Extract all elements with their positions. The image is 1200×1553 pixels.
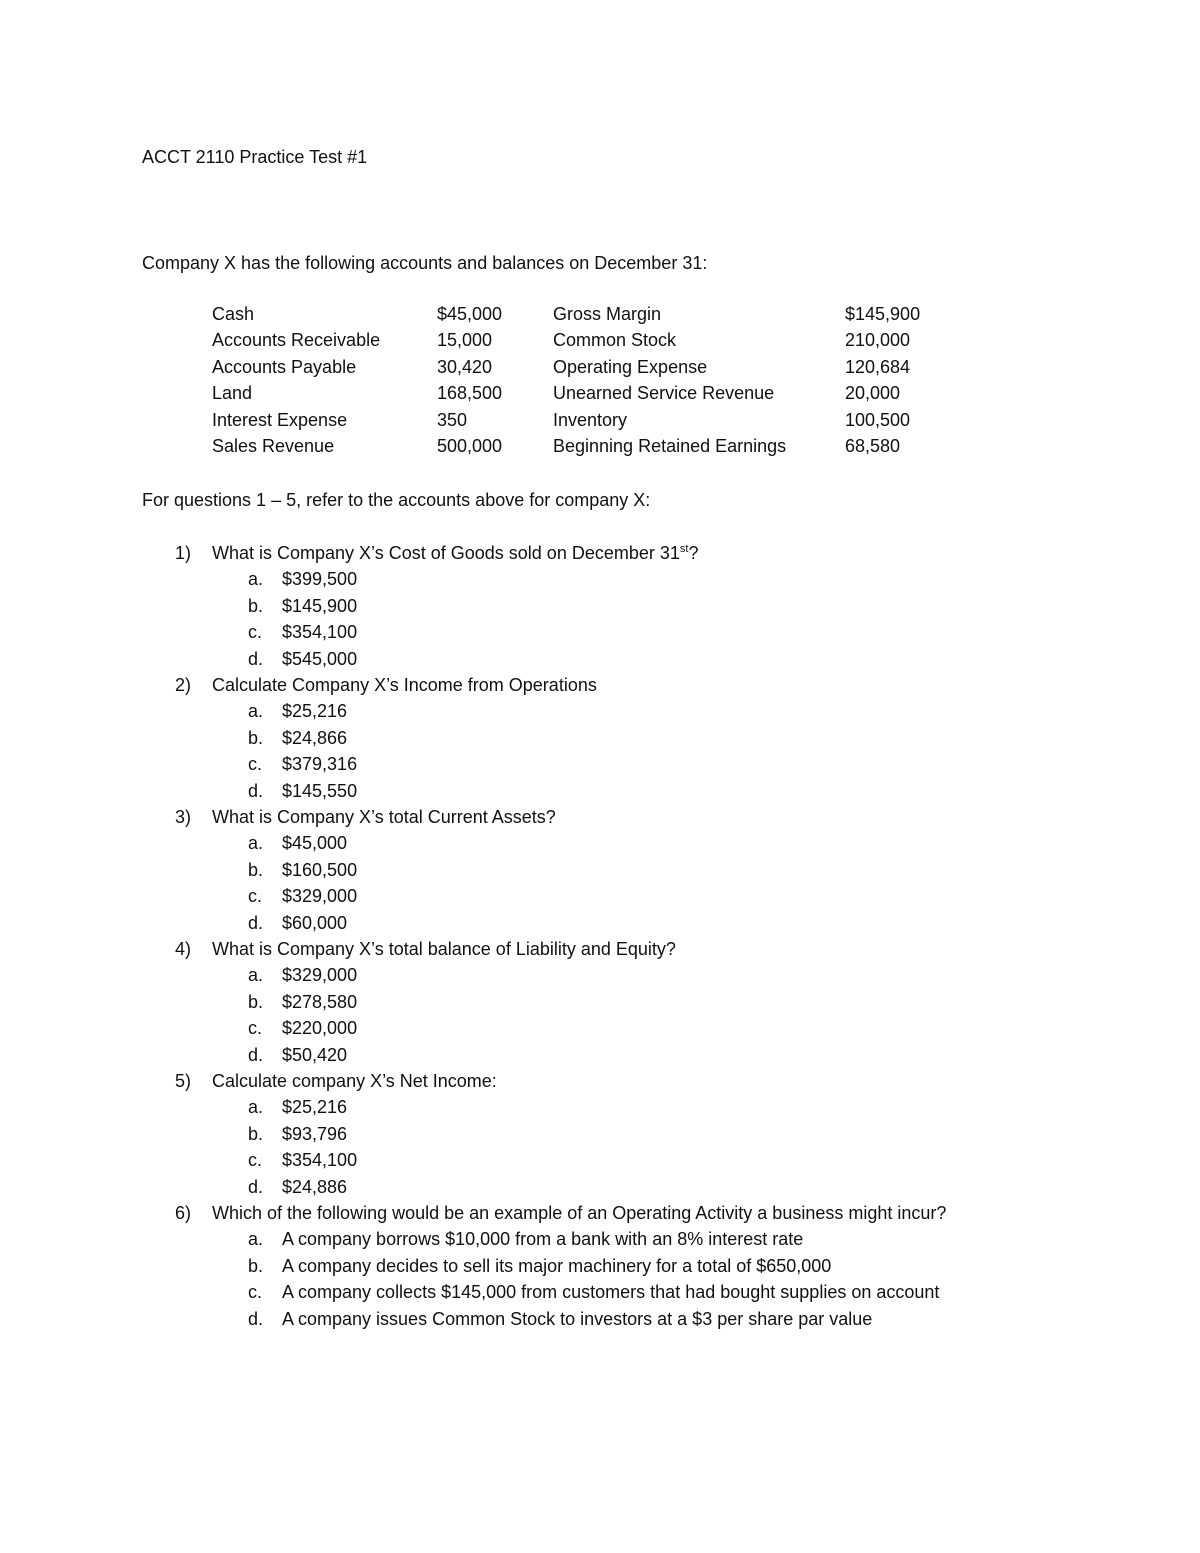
option-text: A company issues Common Stock to investors at a $3 per share par value: [282, 1308, 873, 1329]
account-name: Unearned Service Revenue: [553, 383, 775, 404]
option-text: $25,216: [282, 701, 348, 722]
option-letter: b.: [248, 859, 264, 880]
option-letter: a.: [248, 701, 264, 722]
option-text: $379,316: [282, 754, 358, 775]
option-letter: b.: [248, 727, 264, 748]
option-text: $145,900: [282, 595, 358, 616]
option-text: $60,000: [282, 912, 348, 933]
account-balance: 15,000: [437, 330, 493, 351]
intro-text: Company X has the following accounts and balances on December 31:: [142, 253, 708, 273]
question-text: [212, 1203, 946, 1224]
option-letter: d.: [248, 912, 264, 933]
option-text: $399,500: [282, 569, 358, 590]
question-number: 2): [175, 675, 192, 695]
account-name: Common Stock: [553, 330, 677, 351]
option-text: $220,000: [282, 1018, 358, 1039]
account-name: Sales Revenue: [212, 436, 335, 456]
option-text: $25,216: [282, 1097, 348, 1118]
account-name: Accounts Receivable: [212, 330, 381, 351]
account-balance: 500,000: [437, 436, 503, 456]
question-text: [212, 675, 597, 696]
option-text: $24,886: [282, 1176, 348, 1197]
account-name: Interest Expense: [212, 409, 348, 430]
account-balance: 100,500: [845, 409, 911, 430]
question-number: 6): [175, 1203, 192, 1223]
account-name: Beginning Retained Earnings: [553, 436, 787, 456]
account-balance: 168,500: [437, 383, 503, 404]
option-text: $24,866: [282, 727, 348, 748]
question-text-main: Which of the following would be an example of an Operating Activity a business might incur?: [212, 1203, 947, 1223]
account-balance: $145,900: [845, 304, 921, 324]
option-letter: c.: [248, 622, 263, 643]
ordinal-superscript: st: [679, 543, 689, 555]
option-letter: c.: [248, 1282, 263, 1303]
question-number: 4): [175, 939, 192, 959]
page-title: ACCT 2110 Practice Test #1: [142, 147, 368, 167]
option-text: A company collects $145,000 from customers that had bought supplies on account: [282, 1282, 940, 1303]
account-name: Land: [212, 383, 253, 404]
section-lead: For questions 1 – 5, refer to the accounts above for company X:: [142, 490, 651, 510]
account-name: Gross Margin: [553, 304, 662, 324]
question-text-main: What is Company X’s Cost of Goods sold on December 31: [212, 543, 680, 563]
option-text: $50,420: [282, 1044, 348, 1065]
account-balance: 350: [437, 409, 468, 430]
option-letter: b.: [248, 595, 264, 616]
option-letter: d.: [248, 648, 264, 669]
option-text: $354,100: [282, 622, 358, 643]
option-letter: b.: [248, 1123, 264, 1144]
question-text-main: Calculate company X’s Net Income:: [212, 1071, 497, 1091]
option-letter: c.: [248, 1150, 263, 1171]
account-name: Accounts Payable: [212, 356, 357, 377]
account-balance: 30,420: [437, 356, 493, 377]
option-text: $329,000: [282, 965, 358, 986]
option-text: $545,000: [282, 648, 358, 669]
option-letter: a.: [248, 569, 264, 590]
account-balance: 68,580: [845, 436, 901, 456]
question-number: 5): [175, 1071, 192, 1091]
account-balance: 210,000: [845, 330, 911, 351]
account-balance: $45,000: [437, 304, 503, 324]
option-letter: d.: [248, 1176, 264, 1197]
question-text: [212, 807, 556, 828]
option-letter: a.: [248, 1229, 264, 1250]
account-name: Operating Expense: [553, 356, 708, 377]
option-letter: c.: [248, 754, 263, 775]
question-number: 1): [175, 543, 192, 563]
question-text-main: Calculate Company X’s Income from Operations: [212, 675, 597, 695]
option-letter: d.: [248, 780, 264, 801]
account-balance: 20,000: [845, 383, 901, 404]
account-name: Cash: [212, 304, 255, 324]
option-letter: d.: [248, 1044, 264, 1065]
option-letter: a.: [248, 833, 264, 854]
option-letter: d.: [248, 1308, 264, 1329]
option-text: $278,580: [282, 991, 358, 1012]
account-name: Inventory: [553, 409, 628, 430]
option-text: $145,550: [282, 780, 358, 801]
option-letter: a.: [248, 965, 264, 986]
option-text: A company decides to sell its major machinery for a total of $650,000: [282, 1255, 832, 1276]
option-letter: b.: [248, 991, 264, 1012]
option-letter: c.: [248, 1018, 263, 1039]
option-letter: a.: [248, 1097, 264, 1118]
option-text: $329,000: [282, 886, 358, 907]
question-text-main: What is Company X’s total Current Assets?: [212, 807, 556, 827]
option-text: $93,796: [282, 1123, 348, 1144]
question-text-main: What is Company X’s total balance of Liability and Equity?: [212, 939, 676, 959]
question-number: 3): [175, 807, 192, 827]
question-suffix: ?: [688, 543, 699, 563]
question-text: [212, 1071, 497, 1092]
question-text: [212, 543, 698, 564]
question-text: [212, 939, 676, 960]
option-text: A company borrows $10,000 from a bank with an 8% interest rate: [282, 1229, 804, 1250]
option-text: $45,000: [282, 833, 348, 854]
option-text: $160,500: [282, 859, 358, 880]
account-balance: 120,684: [845, 356, 911, 377]
option-letter: c.: [248, 886, 263, 907]
option-text: $354,100: [282, 1150, 358, 1171]
option-letter: b.: [248, 1255, 264, 1276]
